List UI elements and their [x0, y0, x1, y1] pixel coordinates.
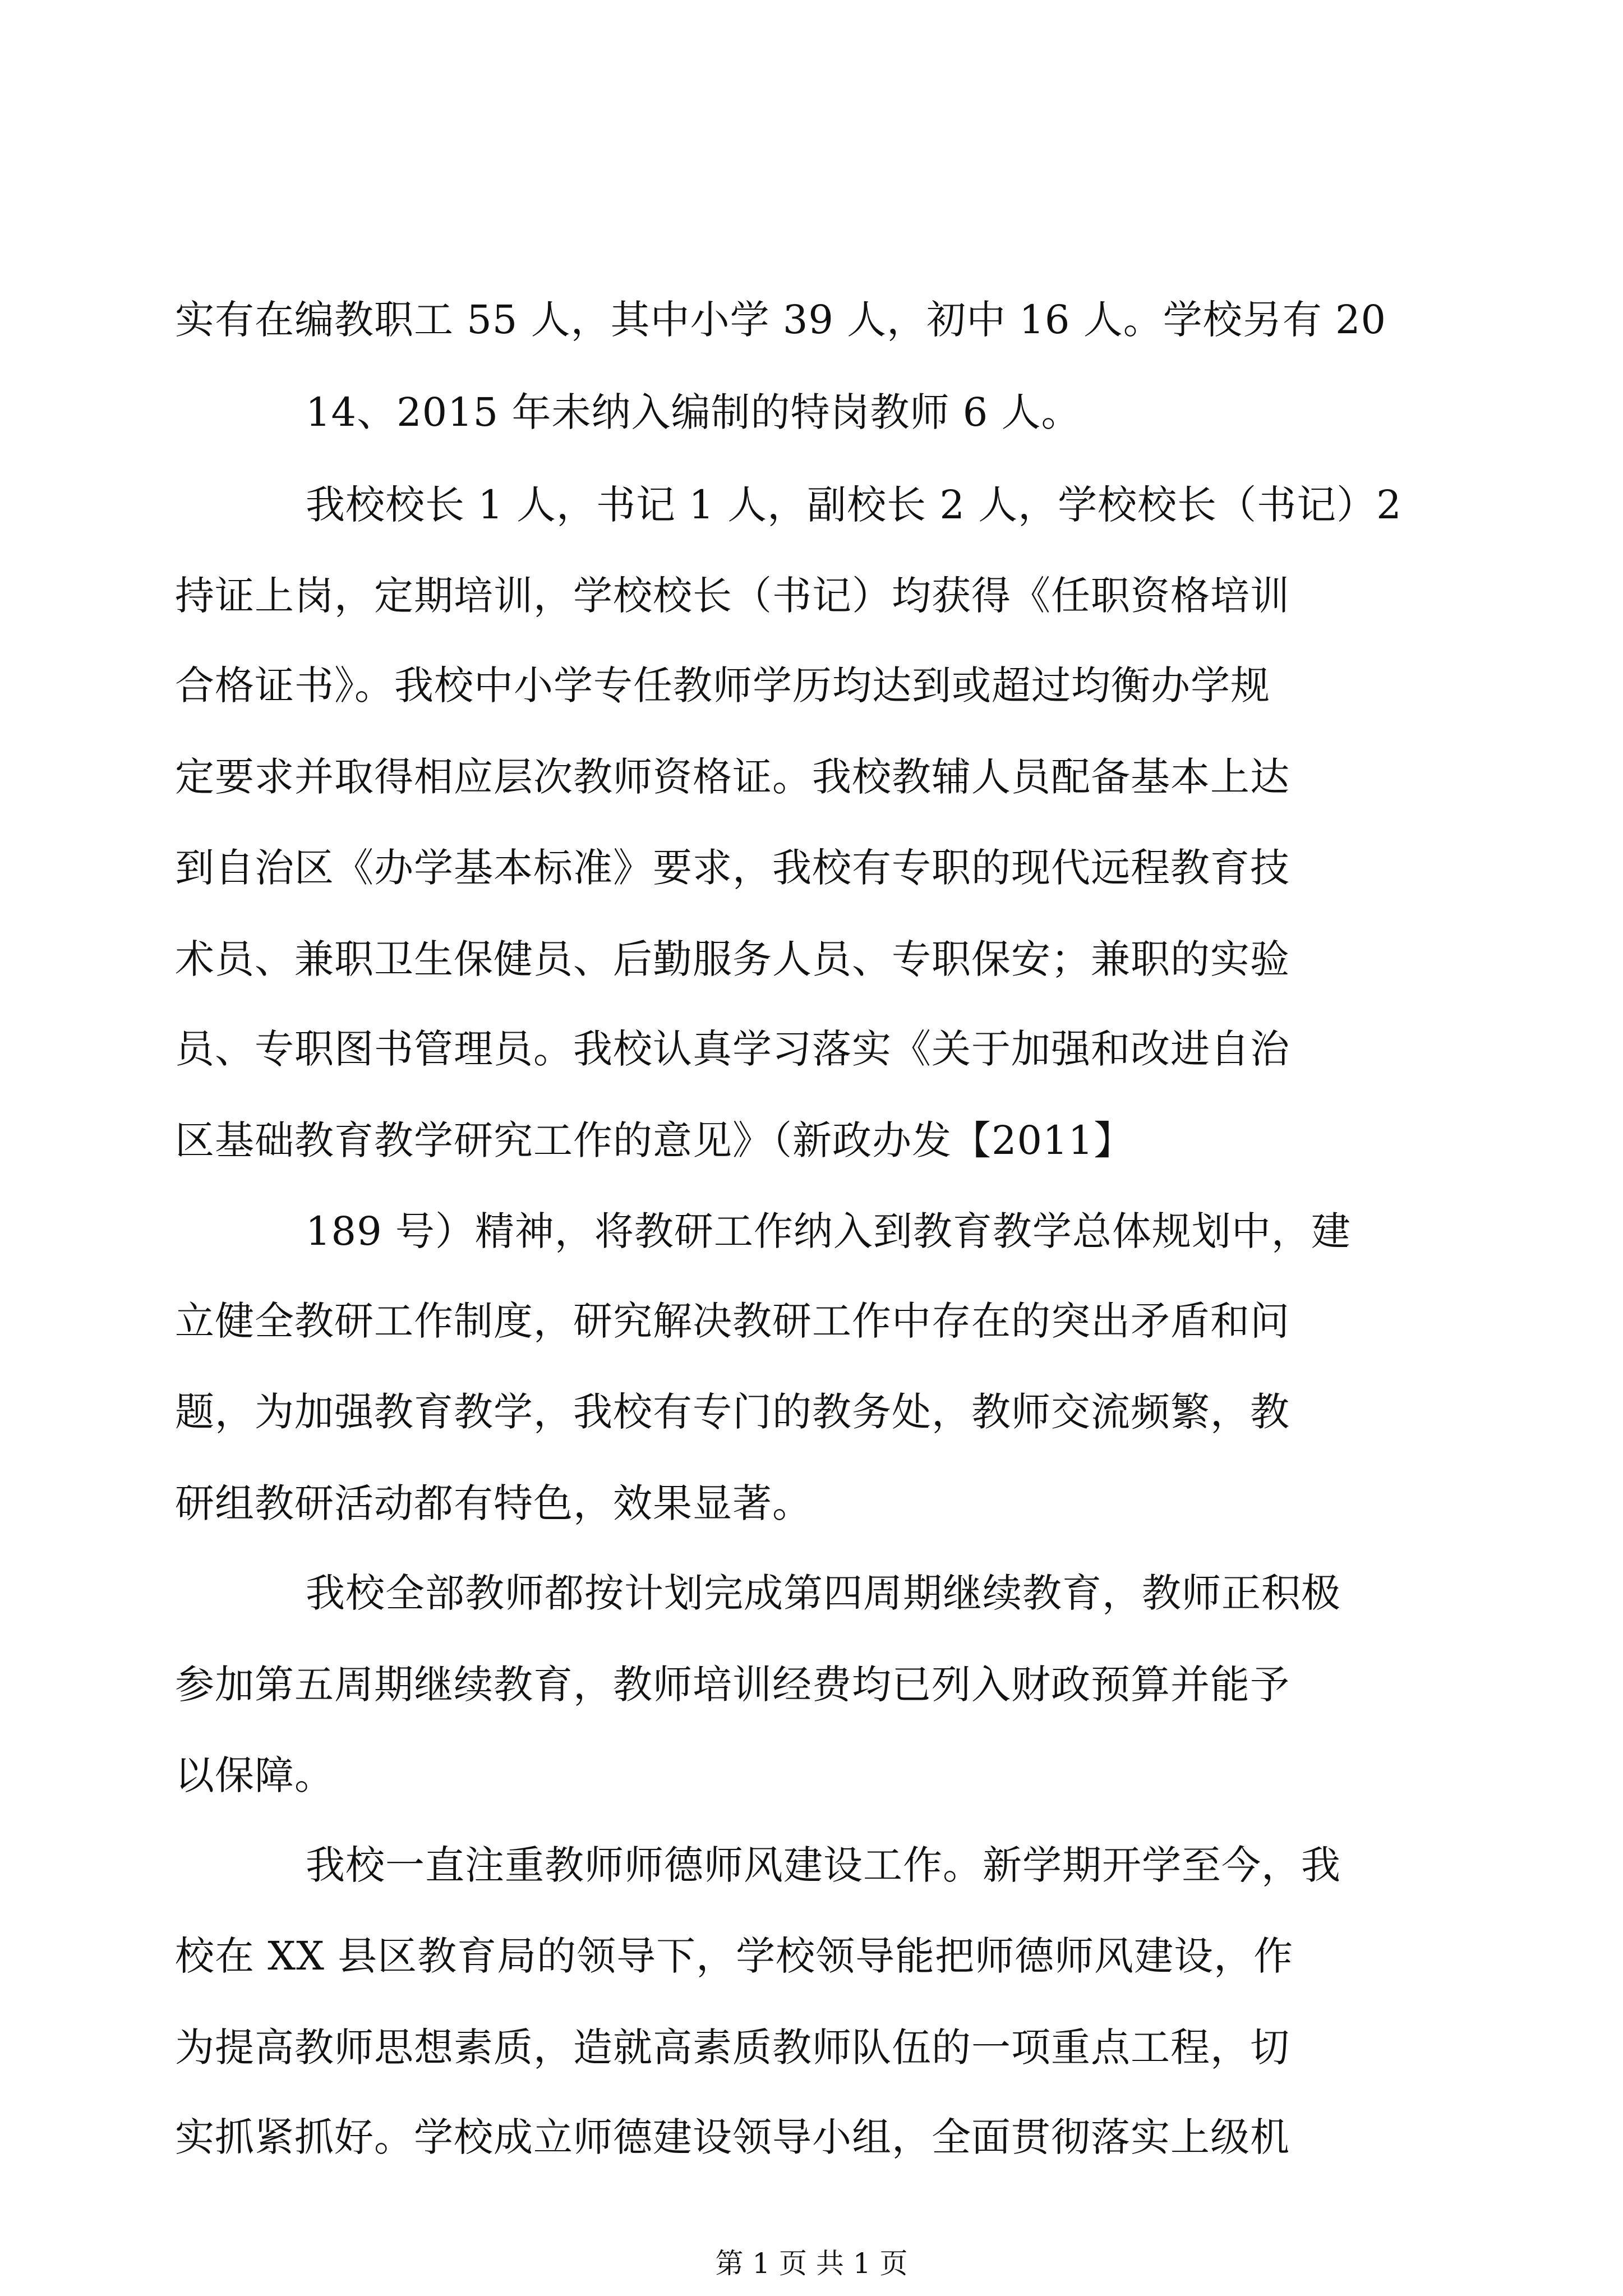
text-line-14: 研组教研活动都有特色，效果显著。: [175, 1480, 812, 1526]
page-footer: 第 1 页 共 1 页: [715, 2247, 908, 2280]
text-line-18: 我校一直注重教师师德师风建设工作。新学期开学至今，我: [306, 1842, 1341, 1888]
text-line-7: 到自治区《办学基本标准》要求，我校有专职的现代远程教育技: [175, 845, 1290, 891]
text-line-12: 立健全教研工作制度，研究解决教研工作中存在的突出矛盾和问: [175, 1298, 1290, 1344]
text-line-5: 合格证书》。我校中小学专任教师学历均达到或超过均衡办学规: [175, 662, 1270, 708]
text-line-2: 14、2015 年未纳入编制的特岗教师 6 人。: [306, 389, 1081, 435]
text-line-16: 参加第五周期继续教育，教师培训经费均已列入财政预算并能予: [175, 1662, 1290, 1708]
text-line-6: 定要求并取得相应层次教师资格证。我校教辅人员配备基本上达: [175, 754, 1290, 800]
text-line-13: 题，为加强教育教学，我校有专门的教务处，教师交流频繁，教: [175, 1389, 1290, 1435]
text-line-15: 我校全部教师都按计划完成第四周期继续教育，教师正积极: [306, 1570, 1341, 1616]
text-line-9: 员、专职图书管理员。我校认真学习落实《关于加强和改进自治: [175, 1026, 1290, 1072]
text-line-10: 区基础教育教学研究工作的意见》（新政办发【2011】: [175, 1117, 1134, 1163]
text-line-21: 实抓紧抓好。学校成立师德建设领导小组，全面贯彻落实上级机: [175, 2114, 1290, 2160]
text-line-8: 术员、兼职卫生保健员、后勤服务人员、专职保安；兼职的实验: [175, 936, 1290, 982]
text-line-20: 为提高教师思想素质，造就高素质教师队伍的一项重点工程，切: [175, 2024, 1290, 2070]
text-line-19: 校在 XX 县区教育局的领导下，学校领导能把师德师风建设，作: [175, 1933, 1294, 1979]
text-line-17: 以保障。: [175, 1752, 334, 1798]
text-line-11: 189 号）精神，将教研工作纳入到教育教学总体规划中，建: [306, 1208, 1351, 1254]
text-line-4: 持证上岗，定期培训，学校校长（书记）均获得《任职资格培训: [175, 573, 1290, 619]
text-line-1: 实有在编教职工 55 人，其中小学 39 人，初中 16 人。学校另有 20: [175, 297, 1387, 343]
text-line-3: 我校校长 1 人，书记 1 人，副校长 2 人，学校校长（书记）2: [306, 482, 1402, 528]
